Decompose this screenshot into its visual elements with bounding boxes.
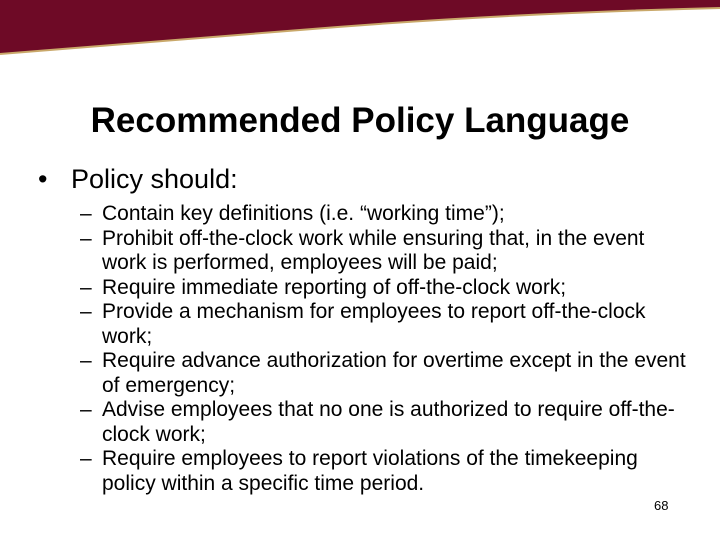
dash-icon: – bbox=[80, 226, 92, 250]
dash-icon: – bbox=[80, 447, 92, 470]
dash-icon: – bbox=[80, 202, 92, 225]
dash-icon: – bbox=[80, 349, 92, 372]
list-item-text: Require advance authorization for overtime except in the event of emergency; bbox=[102, 349, 686, 397]
header-band bbox=[0, 0, 720, 60]
policy-requirements-list bbox=[80, 202, 690, 496]
dash-icon: – bbox=[80, 398, 92, 421]
list-item bbox=[80, 447, 690, 496]
dash-icon: – bbox=[80, 300, 92, 323]
list-item-text: Contain key definitions (i.e. “working time”); bbox=[102, 202, 505, 225]
list-item-text: Require employees to report violations of the timekeeping policy within a specific time period. bbox=[102, 447, 638, 495]
list-item bbox=[80, 349, 690, 398]
list-item bbox=[80, 276, 690, 301]
main-bullet bbox=[38, 163, 238, 195]
dash-icon: – bbox=[80, 275, 92, 299]
main-bullet-text: Policy should: bbox=[71, 164, 238, 194]
list-item-text: Prohibit off-the-clock work while ensuring that, in the event work is performed, employees will be paid; bbox=[102, 226, 645, 274]
list-item-text: Advise employees that no one is authorized to require off-the-clock work; bbox=[102, 398, 675, 446]
page-number: 68 bbox=[654, 498, 669, 513]
list-item bbox=[80, 300, 690, 349]
list-item-text: Require immediate reporting of off-the-clock work; bbox=[102, 275, 567, 299]
header-wave-decoration bbox=[0, 0, 720, 60]
bullet-dot-icon: • bbox=[38, 164, 48, 194]
slide-title: Recommended Policy Language bbox=[90, 101, 630, 140]
list-item bbox=[80, 398, 690, 447]
list-item bbox=[80, 227, 690, 276]
list-item bbox=[80, 202, 690, 227]
list-item-text: Provide a mechanism for employees to report off-the-clock work; bbox=[102, 300, 646, 348]
